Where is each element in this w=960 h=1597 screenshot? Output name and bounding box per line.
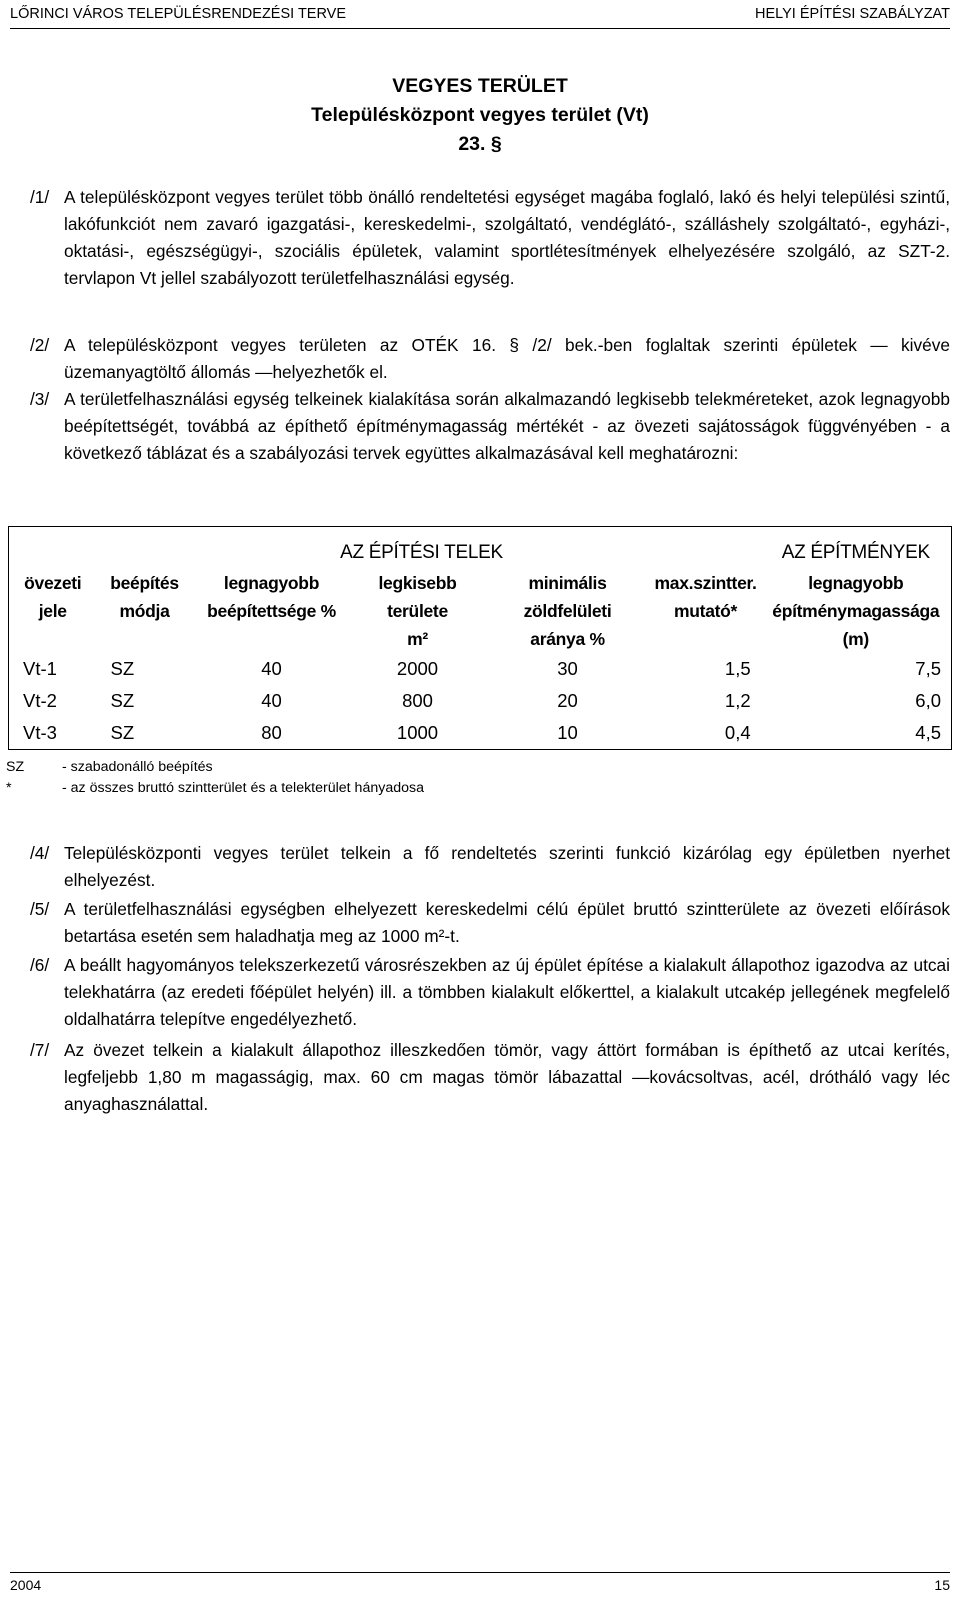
column-header: beépítés módja — [110, 573, 179, 621]
footer-year: 2004 — [10, 1577, 42, 1593]
legend-key: * — [6, 780, 12, 796]
group-header-building: AZ ÉPÍTMÉNYEK — [781, 542, 930, 563]
paragraph-7 — [30, 1037, 950, 1118]
column-header: legkisebb területe m² — [378, 573, 457, 649]
paragraph-number: /2/ — [30, 335, 50, 355]
column-header: minimális zöldfelületi aránya % — [523, 573, 612, 649]
table-cell: 6,0 — [915, 690, 941, 711]
table-cell: 7,5 — [915, 658, 941, 679]
table-cell: Vt-2 — [23, 690, 57, 711]
paragraph-number: /6/ — [30, 955, 50, 975]
paragraph-6 — [30, 952, 950, 1033]
table-cell: Vt-3 — [23, 722, 57, 743]
table-cell: 4,5 — [915, 722, 941, 743]
title-line-2: Településközpont vegyes terület (Vt) — [311, 104, 649, 126]
paragraph-text: Az övezet telkein a kialakult állapothoz illeszkedően tömör, vagy áttört formában is építhető az utcai kerítés, legfeljebb 1,80 m magasságig, max. 60 cm magas tömör lábazattal —kovácsoltvas, acél, drótháló vagy léc anyaghasználattal. — [64, 1040, 950, 1114]
paragraph-number: /1/ — [30, 187, 50, 207]
paragraph-text: A területfelhasználási egységben elhelyezett kereskedelmi célú épület bruttó szintterülete az övezeti előírások betartása esetén sem haladhatja meg az 1000 m²-t. — [64, 899, 950, 946]
paragraph-number: /5/ — [30, 899, 50, 919]
table-row — [9, 717, 952, 750]
paragraph-3 — [30, 386, 950, 467]
table-cell: 1,2 — [724, 690, 751, 711]
column-header: legnagyobb beépítettsége % — [207, 573, 336, 621]
column-header: legnagyobb építménymagassága (m) — [772, 573, 940, 649]
page-number: 15 — [934, 1577, 950, 1593]
header-right: HELYI ÉPÍTÉSI SZABÁLYZAT — [755, 6, 950, 22]
title-line-1: VEGYES TERÜLET — [392, 75, 568, 97]
legend-text: - szabadonálló beépítés — [62, 759, 213, 775]
table-cell: SZ — [110, 722, 135, 743]
running-header — [10, 2, 950, 29]
table-cell: 2000 — [396, 658, 439, 679]
paragraph-number: /4/ — [30, 843, 50, 863]
table-cell: 80 — [261, 722, 282, 743]
legend-key: SZ — [6, 759, 25, 775]
paragraph-text: A településközpont vegyes területen az OTÉK 16. § /2/ bek.-ben foglaltak szerinti épületek — kivéve üzemanyagtöltő állomás —helyezhetők el. — [64, 335, 950, 382]
table-cell: 800 — [402, 690, 433, 711]
legend-text: - az összes bruttó szintterület és a telekterület hányadosa — [62, 780, 424, 796]
paragraph-number: /3/ — [30, 389, 50, 409]
table-cell: SZ — [110, 658, 135, 679]
group-header-lot: AZ ÉPÍTÉSI TELEK — [340, 542, 503, 563]
header-left: LŐRINCI VÁROS TELEPÜLÉSRENDEZÉSI TERVE — [10, 6, 347, 22]
table-cell: 10 — [557, 722, 578, 743]
column-header: övezeti jele — [24, 573, 82, 621]
paragraph-text: Településközponti vegyes terület telkein a fő rendeltetés szerinti funkció kizárólag egy épületben nyerhet elhelyezést. — [64, 843, 950, 890]
table-cell: 30 — [557, 658, 578, 679]
table-cell: SZ — [110, 690, 135, 711]
paragraph-2 — [30, 332, 950, 386]
table-cell: 40 — [261, 690, 282, 711]
page-footer — [10, 1572, 950, 1596]
section-title — [0, 72, 960, 159]
table-row — [9, 653, 952, 685]
paragraph-text: A területfelhasználási egység telkeinek kialakítása során alkalmazandó legkisebb telekméreteket, azok legnagyobb beépítettségét, továbbá az építhető építménymagasság mértékét - az övezeti sajátosságok függvényében - a következő táblázat és a szabályozási tervek együttes alkalmazásával kell meghatározni: — [64, 389, 950, 463]
paragraph-4 — [30, 840, 950, 894]
table-row — [9, 685, 952, 717]
table-header-row — [9, 569, 952, 653]
table-group-header-row — [9, 527, 952, 570]
paragraph-5 — [30, 896, 950, 950]
zoning-table-wrapper — [8, 526, 952, 750]
table-cell: Vt-1 — [23, 658, 57, 679]
paragraph-number: /7/ — [30, 1040, 50, 1060]
table-cell: 0,4 — [724, 722, 751, 743]
title-line-3: 23. § — [458, 133, 502, 155]
table-cell: 40 — [261, 658, 282, 679]
paragraph-1 — [30, 184, 950, 292]
zoning-table — [8, 526, 952, 750]
paragraph-text: A beállt hagyományos telekszerkezetű városrészekben az új épület építése a kialakult állapothoz igazodva az utcai telekhatárra (az eredeti főépület helyén) ill. a tömbben kialakult előkerttel, a kialakult utcakép jellegének megfelelő oldalhatárra telepítve engedélyezhető. — [64, 955, 950, 1029]
table-cell: 20 — [557, 690, 578, 711]
column-header: max.szintter. mutató* — [654, 573, 757, 621]
paragraph-text: A településközpont vegyes terület több önálló rendeltetési egységet magába foglaló, lakó és helyi települési szintű, lakófunkciót nem zavaró igazgatási-, kereskedelmi-, szolgáltató, vendéglátó-, szálláshely szolgáltató-, egyházi-, oktatási-, egészségügyi-, szociális épületek, valamint sportlétesítmények elhelyezésére szolgáló, az SZT-2. tervlapon Vt jellel szabályozott területfelhasználási egység. — [64, 187, 950, 288]
table-cell: 1000 — [396, 722, 439, 743]
table-cell: 1,5 — [724, 658, 751, 679]
